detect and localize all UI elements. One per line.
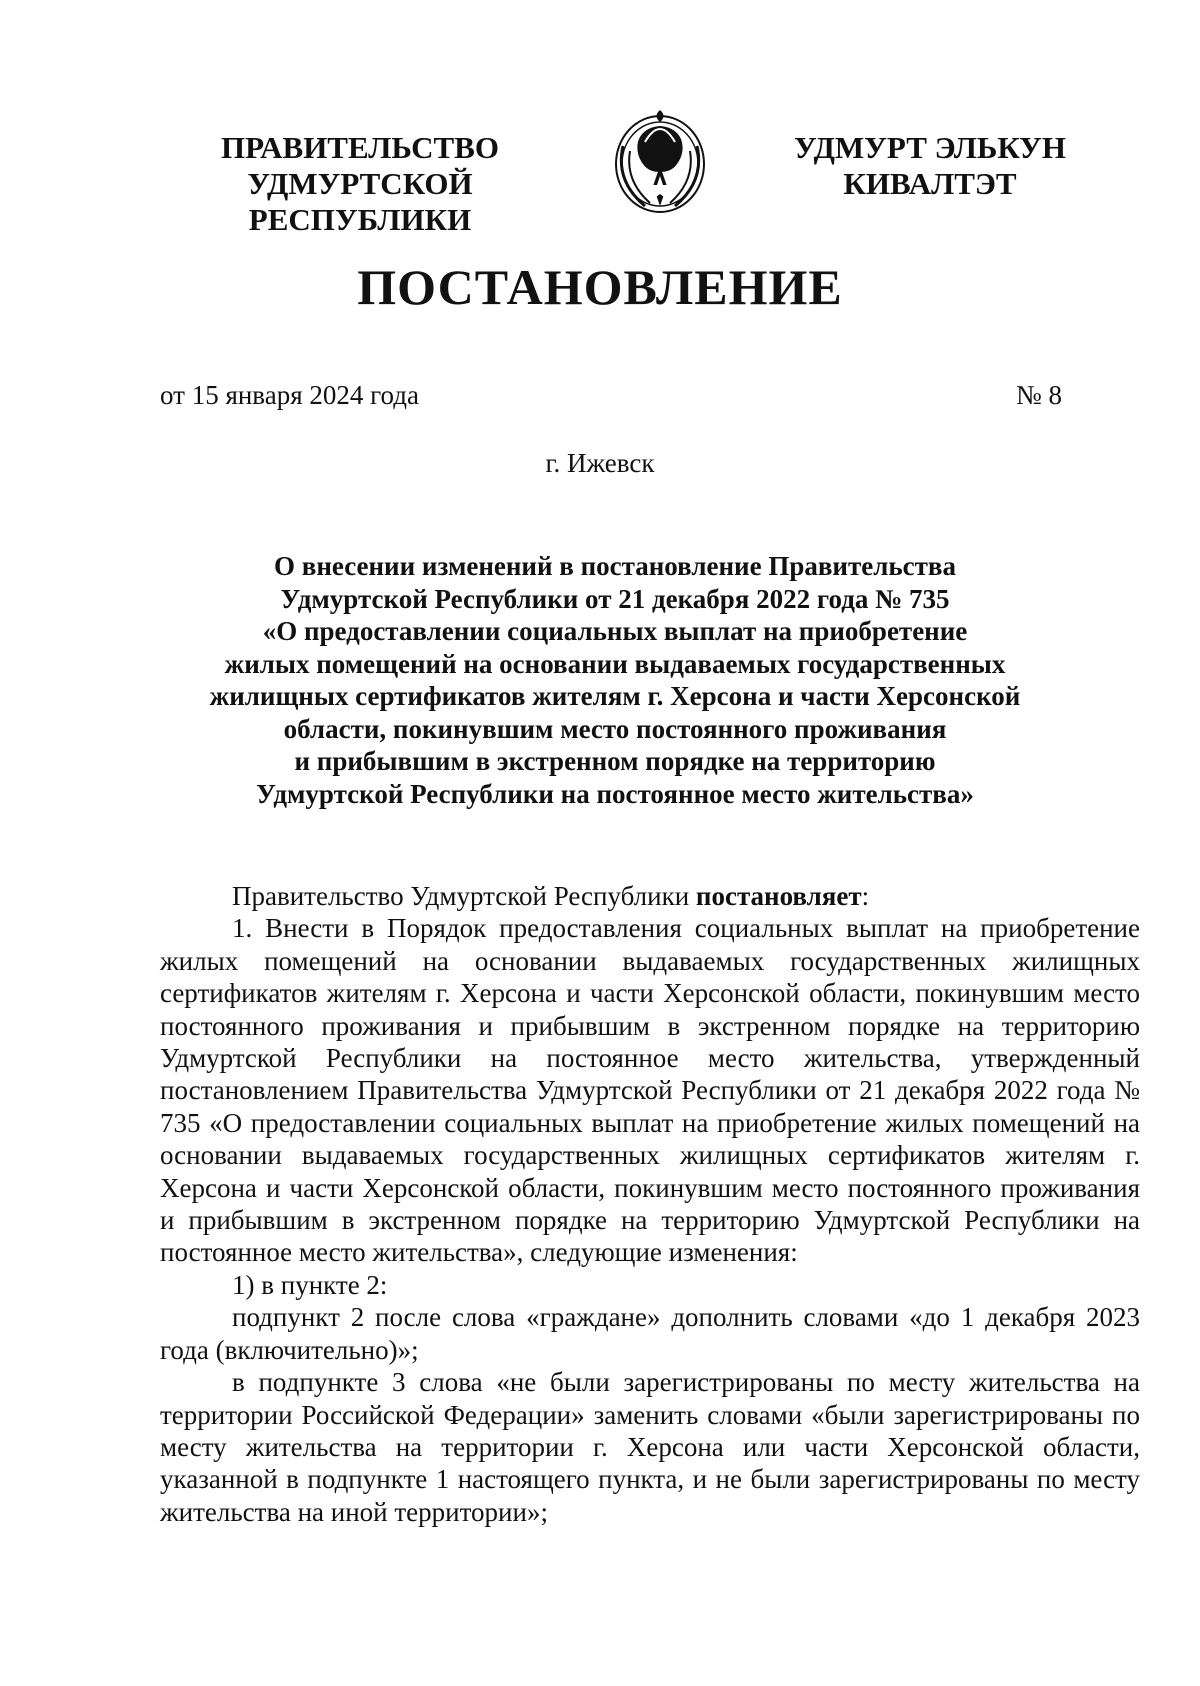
item-1-paragraph: 1. Внести в Порядок предоставления социальных выплат на приобретение жилых помещений на основании выдаваемых государственных жилищных сертификатов жителям г. Херсона и части Херсонской области, покинувшим место постоянного проживания и прибывшим в экстренном порядке на территорию Удмуртской Республики на постоянное место жительства, утвержденный постановлением Правительства Удмуртской Республики от 21 декабря 2022 года № 735 «О предоставлении социальных выплат на приобретение жилых помещений на основании выдаваемых государственных жилищных сертификатов жителям г. Херсона и части Херсонской области, покинувшим место постоянного проживания и прибывшим в экстренном порядке на территорию Удмуртской Республики на постоянное место жительства», следующие изменения: [160, 913, 1140, 1268]
subject-line: области, покинувшим место постоянного проживания [283, 713, 947, 744]
intro-prefix: Правительство Удмуртской Республики [232, 881, 696, 911]
intro-paragraph [160, 880, 1140, 912]
issuer-name-udmurt [780, 130, 1080, 202]
issuer-line-2: УДМУРТСКОЙ РЕСПУБЛИКИ [247, 166, 473, 237]
intro-verb: постановляет [695, 881, 862, 911]
issuer-udm-line-1: УДМУРТ ЭЛЬКУН [793, 130, 1067, 165]
document-body [160, 880, 1140, 1528]
subject-line: Удмуртской Республики на постоянное место жительства» [256, 778, 974, 809]
document-title: ПОСТАНОВЛЕНИЕ [357, 259, 843, 315]
document-date: от 15 января 2024 года [160, 380, 419, 410]
subject-line: О внесении изменений в постановление Правительства [274, 551, 956, 581]
coat-of-arms-icon [605, 106, 715, 216]
issuer-udm-line-2: КИВАЛТЭТ [843, 166, 1017, 201]
amendment-paragraph-b: в подпункте 3 слова «не были зарегистрированы по месту жительства на территории Российской Федерации» заменить словами «были зарегистрированы по месту жительства на территории г. Херсона или части Херсонской области, указанной в подпункте 1 настоящего пункта, и не были зарегистрированы по месту жительства на иной территории»; [160, 1367, 1140, 1527]
subject-line: «О предоставлении социальных выплат на приобретение [262, 616, 968, 646]
issuer-line-1: ПРАВИТЕЛЬСТВО [221, 130, 499, 165]
intro-suffix: : [861, 881, 870, 911]
amendment-paragraph-a: подпункт 2 после слова «граждане» дополнить словами «до 1 декабря 2023 года (включительно)»; [160, 1302, 1140, 1365]
document-subject [150, 550, 1080, 810]
subject-line: жилищных сертификатов жителям г. Херсона и части Херсонской [209, 681, 1021, 711]
subject-line: Удмуртской Республики от 21 декабря 2022 года № 735 [280, 583, 950, 614]
document-city: г. Ижевск [545, 448, 655, 478]
subject-line: жилых помещений на основании выдаваемых государственных [224, 648, 1006, 679]
subitem-1-paragraph: 1) в пункте 2: [232, 1269, 388, 1300]
document-number: № 8 [1015, 380, 1062, 410]
issuer-name-russian [140, 130, 580, 238]
subject-line: и прибывшим в экстренном порядке на территорию [294, 746, 936, 776]
